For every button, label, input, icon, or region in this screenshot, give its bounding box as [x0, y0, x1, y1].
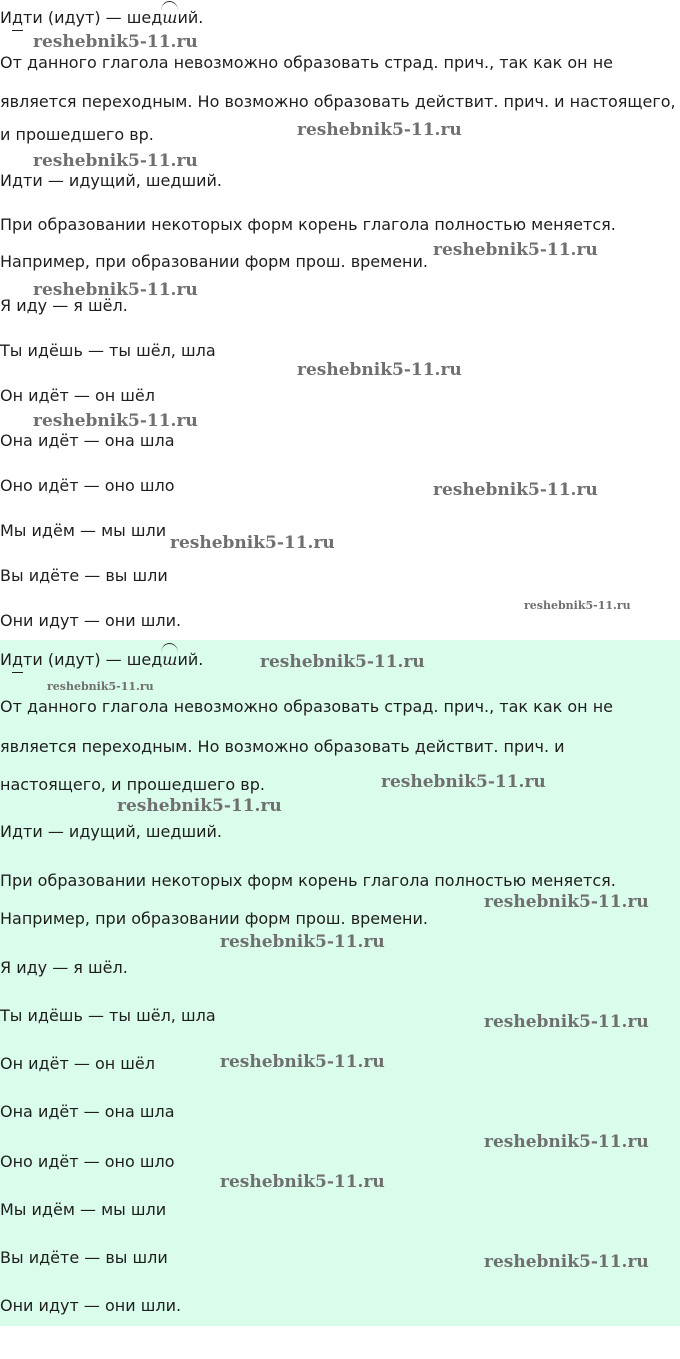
- watermark: reshebnik5-11.ru: [33, 411, 198, 431]
- text-line: При образовании некоторых форм корень глагола полностью меняется.: [0, 215, 616, 234]
- text-line: является переходным. Но возможно образовать действит. прич. и: [0, 737, 565, 756]
- text-line: Например, при образовании форм прош. времени.: [0, 909, 428, 928]
- watermark: reshebnik5-11.ru: [220, 1172, 385, 1192]
- answer-block-1: [0, 0, 680, 640]
- answer-block-2: [0, 640, 680, 1326]
- text-line: Ты идёшь — ты шёл, шла: [0, 1006, 216, 1025]
- stress-mark: д: [12, 8, 23, 28]
- text-line: и прошедшего вр.: [0, 125, 154, 144]
- word-analysis-heading: Ид ти (идут) — шедш ий.: [0, 8, 203, 28]
- watermark: reshebnik5-11.ru: [47, 680, 154, 693]
- watermark: reshebnik5-11.ru: [220, 932, 385, 952]
- watermark: reshebnik5-11.ru: [33, 32, 198, 52]
- text-line: Она идёт — она шла: [0, 431, 175, 450]
- text-line: Идти — идущий, шедший.: [0, 171, 222, 190]
- word-analysis-heading: Ид ти (идут) — шедш ий.: [0, 650, 203, 670]
- text-line: Она идёт — она шла: [0, 1102, 175, 1121]
- watermark: reshebnik5-11.ru: [484, 1252, 649, 1272]
- text-line: От данного глагола невозможно образовать страд. прич., так как он не: [0, 697, 614, 716]
- watermark: reshebnik5-11.ru: [117, 796, 282, 816]
- watermark: reshebnik5-11.ru: [220, 1052, 385, 1072]
- text-line: Вы идёте — вы шли: [0, 566, 168, 585]
- watermark: reshebnik5-11.ru: [170, 533, 335, 553]
- stress-mark: д: [12, 650, 23, 670]
- text-line: Он идёт — он шёл: [0, 1054, 155, 1073]
- text-line: является переходным. Но возможно образовать действит. прич. и настоящего,: [0, 92, 676, 111]
- watermark: reshebnik5-11.ru: [297, 360, 462, 380]
- text-line: Они идут — они шли.: [0, 611, 182, 630]
- watermark: reshebnik5-11.ru: [33, 151, 198, 171]
- text-line: Вы идёте — вы шли: [0, 1248, 168, 1267]
- suffix-mark: ш: [162, 8, 177, 28]
- watermark: reshebnik5-11.ru: [484, 1012, 649, 1032]
- watermark: reshebnik5-11.ru: [433, 480, 598, 500]
- text-line: Я иду — я шёл.: [0, 296, 128, 315]
- watermark: reshebnik5-11.ru: [433, 240, 598, 260]
- text-line: настоящего, и прошедшего вр.: [0, 775, 265, 794]
- text-line: При образовании некоторых форм корень глагола полностью меняется.: [0, 871, 616, 890]
- text-line: Мы идём — мы шли: [0, 521, 167, 540]
- text-line: Ты идёшь — ты шёл, шла: [0, 341, 216, 360]
- text-line: От данного глагола невозможно образовать страд. прич., так как он не: [0, 53, 614, 72]
- watermark: reshebnik5-11.ru: [524, 599, 631, 612]
- watermark: reshebnik5-11.ru: [381, 772, 546, 792]
- text-line: Идти — идущий, шедший.: [0, 822, 222, 841]
- watermark: reshebnik5-11.ru: [260, 652, 425, 672]
- text-line: Например, при образовании форм прош. времени.: [0, 252, 428, 271]
- watermark: reshebnik5-11.ru: [297, 120, 462, 140]
- text-line: Оно идёт — оно шло: [0, 1152, 175, 1171]
- text-line: Мы идём — мы шли: [0, 1200, 167, 1219]
- watermark: reshebnik5-11.ru: [484, 1132, 649, 1152]
- text-line: Оно идёт — оно шло: [0, 476, 175, 495]
- text-line: Он идёт — он шёл: [0, 386, 155, 405]
- suffix-mark: ш: [162, 650, 177, 670]
- text-line: Я иду — я шёл.: [0, 958, 128, 977]
- watermark: reshebnik5-11.ru: [484, 892, 649, 912]
- watermark: reshebnik5-11.ru: [33, 280, 198, 300]
- text-line: Они идут — они шли.: [0, 1296, 182, 1315]
